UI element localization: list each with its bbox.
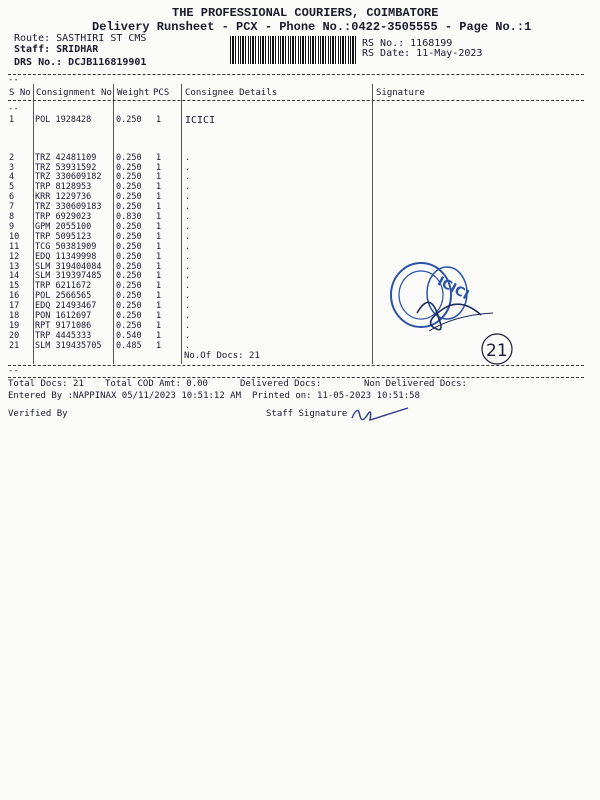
- non-delivered-docs: Non Delivered Docs:: [364, 379, 467, 389]
- delivered-docs: Delivered Docs:: [240, 379, 322, 389]
- printed-on: Printed on: 11-05-2023 10:51:58: [252, 391, 420, 401]
- table-row: 13 SLM 319404084 0.250 1 .: [9, 262, 191, 272]
- entered-by: Entered By :NAPPINAX 05/11/2023 10:51:12 AM: [8, 391, 241, 401]
- icici-stamp: [385, 255, 515, 370]
- table-row: 5 TRP 8128953 0.250 1 .: [9, 182, 191, 192]
- table-row: 2 TRZ 42481109 0.250 1 .: [9, 153, 191, 163]
- table-row: 7 TRZ 330609183 0.250 1 .: [9, 202, 191, 212]
- total-cod: Total COD Amt: 0.00: [105, 379, 208, 389]
- col-sno: S No: [9, 88, 31, 98]
- table-row: 1 POL 1928428 0.250 1 ICICI: [9, 115, 216, 126]
- route-label: Route: SASTHIRI ST CMS: [14, 33, 147, 44]
- column-divider: [372, 84, 373, 364]
- col-weight: Weight: [117, 88, 150, 98]
- table-row: 3 TRZ 53931592 0.250 1 .: [9, 163, 191, 173]
- barcode: [230, 36, 356, 64]
- table-row: 15 TRP 6211672 0.250 1 .: [9, 281, 191, 291]
- col-consignee: Consignee Details: [185, 88, 278, 98]
- rs-date: RS Date: 11-May-2023: [362, 48, 483, 59]
- divider: [8, 377, 584, 378]
- company-title: THE PROFESSIONAL COURIERS, COIMBATORE: [172, 6, 439, 20]
- divider: [8, 100, 584, 101]
- divider: [8, 74, 584, 75]
- rs-number: RS No.: 1168199: [362, 38, 453, 49]
- table-row: 9 GPM 2055100 0.250 1 .: [9, 222, 191, 232]
- staff-signature-label: Staff Signature: [266, 409, 348, 419]
- table-row: 18 PON 1612697 0.250 1 .: [9, 311, 191, 321]
- table-row: 12 EDQ 11349998 0.250 1 .: [9, 252, 191, 262]
- divider: [8, 365, 584, 366]
- total-docs: Total Docs: 21: [8, 379, 84, 389]
- col-signature: Signature: [376, 88, 425, 98]
- col-pcs: PCS: [153, 88, 170, 98]
- table-row: 17 EDQ 21493467 0.250 1 .: [9, 301, 191, 311]
- runsheet-title: Delivery Runsheet - PCX - Phone No.:0422-3505555 - Page No.:1: [92, 20, 532, 34]
- drs-number: DRS No.: DCJB116819901: [14, 57, 147, 68]
- table-row: 14 SLM 319397485 0.250 1 .: [9, 271, 191, 281]
- staff-signature: [348, 402, 418, 428]
- verified-by: Verified By: [8, 409, 68, 419]
- col-consignment: Consignment No: [36, 88, 112, 98]
- table-row: 21 SLM 319435705 0.485 1 .: [9, 341, 191, 351]
- handwritten-count: 21: [486, 341, 508, 361]
- table-row: 19 RPT 9171086 0.250 1 .: [9, 321, 191, 331]
- svg-text:ICICI: ICICI: [434, 274, 472, 304]
- no-of-docs: No.Of Docs: 21: [184, 351, 260, 361]
- table-row: 11 TCG 50381909 0.250 1 .: [9, 242, 191, 252]
- table-row: 8 TRP 6929023 0.830 1 .: [9, 212, 191, 222]
- table-row: 16 POL 2566565 0.250 1 .: [9, 291, 191, 301]
- table-row: 10 TRP 5095123 0.250 1 .: [9, 232, 191, 242]
- table-row: 20 TRP 4445333 0.540 1 .: [9, 331, 191, 341]
- table-row: 4 TRZ 330609182 0.250 1 .: [9, 172, 191, 182]
- staff-label: Staff: SRIDHAR: [14, 44, 99, 55]
- table-row: 6 KRR 1229736 0.250 1 .: [9, 192, 191, 202]
